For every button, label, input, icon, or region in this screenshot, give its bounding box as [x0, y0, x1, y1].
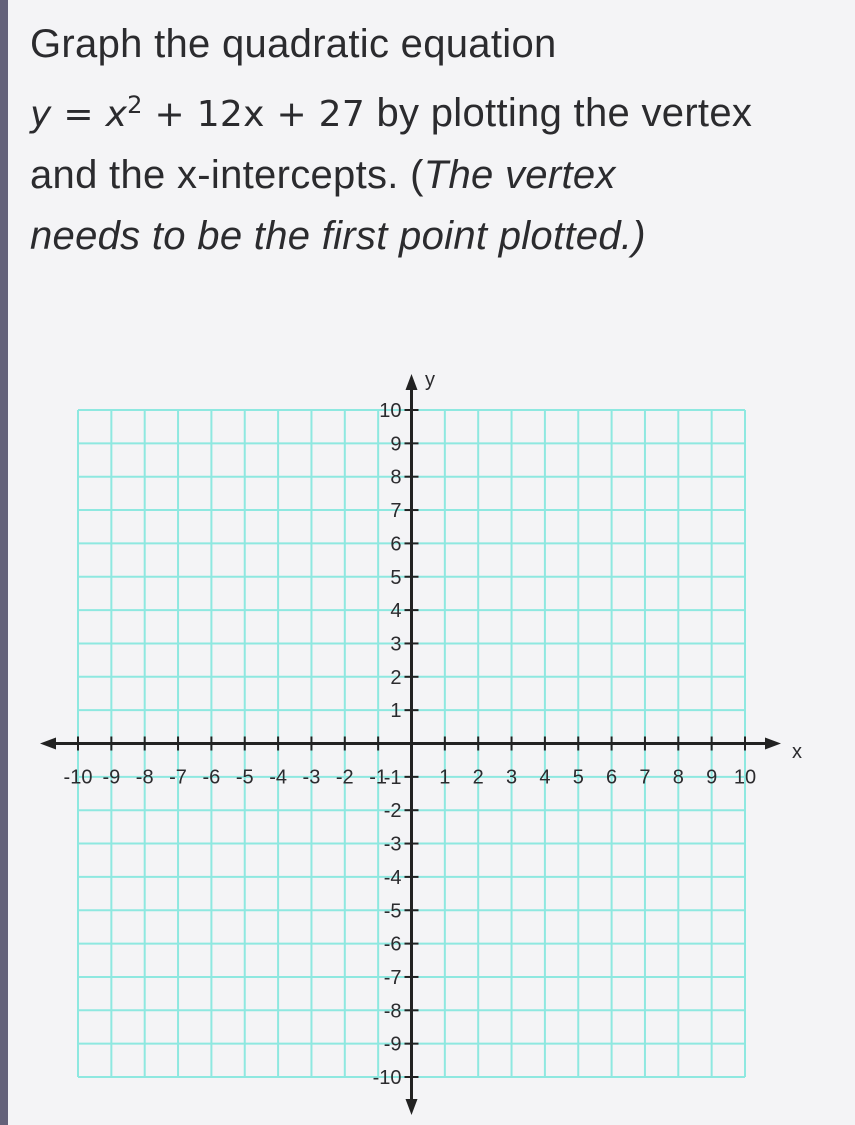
x-tick-label: -2	[335, 766, 354, 789]
x-tick-label: 6	[606, 766, 618, 789]
x-tick-label: -6	[202, 766, 221, 789]
y-axis-label: y	[425, 369, 435, 391]
x-tick-label: -8	[135, 766, 154, 789]
x-tick-label: -7	[169, 766, 187, 789]
y-tick-label: 6	[390, 533, 402, 556]
y-tick-label: -9	[383, 1033, 402, 1056]
question-line-3-italic: The vertex	[423, 153, 616, 197]
x-tick-label: -10	[63, 766, 93, 789]
y-tick-label: 9	[390, 433, 402, 456]
y-tick-label: 3	[390, 633, 402, 656]
x-tick-label: 9	[706, 766, 718, 789]
y-tick-label: 1	[390, 700, 402, 723]
question-line-1: Graph the quadratic equation	[30, 22, 557, 66]
eq-rest: + 12x + 27	[142, 94, 366, 135]
question-line-2-rest: by plotting the vertex	[365, 91, 753, 135]
x-tick-label: 5	[572, 766, 584, 789]
x-tick-label: -1	[369, 766, 388, 789]
x-axis-right-arrow-icon	[765, 738, 781, 750]
x-tick-label: 10	[733, 766, 757, 789]
x-tick-label: -4	[269, 766, 287, 789]
y-tick-label: 2	[390, 666, 402, 689]
x-axis-left-arrow-icon	[40, 738, 56, 750]
y-tick-label: -3	[383, 833, 402, 856]
eq-equals: =	[51, 94, 106, 135]
x-tick-label: 4	[539, 766, 551, 789]
x-tick-label: -9	[102, 766, 121, 789]
x-tick-label: 3	[505, 766, 518, 789]
y-tick-label: 7	[390, 500, 402, 523]
y-axis-down-arrow-icon	[406, 1099, 418, 1115]
x-tick-label: 2	[472, 766, 484, 789]
y-tick-label: -2	[383, 800, 402, 823]
y-tick-label: 8	[390, 466, 402, 489]
x-tick-label: 7	[639, 766, 651, 789]
y-tick-label: 10	[379, 400, 402, 422]
question-line-3-text: and the x-intercepts. (	[30, 153, 424, 197]
y-tick-label: -6	[383, 933, 402, 956]
axes	[40, 374, 781, 1115]
y-tick-label: -7	[383, 966, 402, 989]
y-tick-label: -1	[383, 766, 402, 789]
x-tick-label: 1	[439, 766, 451, 789]
y-tick-label: -8	[383, 1000, 402, 1023]
y-tick-label: 5	[390, 566, 402, 589]
y-tick-label: -10	[372, 1067, 402, 1089]
eq-y: y	[30, 94, 52, 135]
x-axis-label: x	[792, 741, 802, 763]
question-line-4-italic: needs to be the first point plotted.)	[30, 214, 646, 258]
eq-exponent: 2	[127, 91, 143, 119]
y-tick-label: 4	[390, 600, 402, 623]
y-tick-label: -5	[383, 900, 402, 923]
x-tick-label: -3	[302, 766, 321, 789]
eq-x: x	[105, 94, 128, 135]
y-tick-label: -4	[383, 866, 402, 889]
y-axis-up-arrow-icon	[406, 374, 418, 390]
x-tick-label: 8	[672, 766, 684, 789]
x-tick-label: -5	[235, 766, 254, 789]
